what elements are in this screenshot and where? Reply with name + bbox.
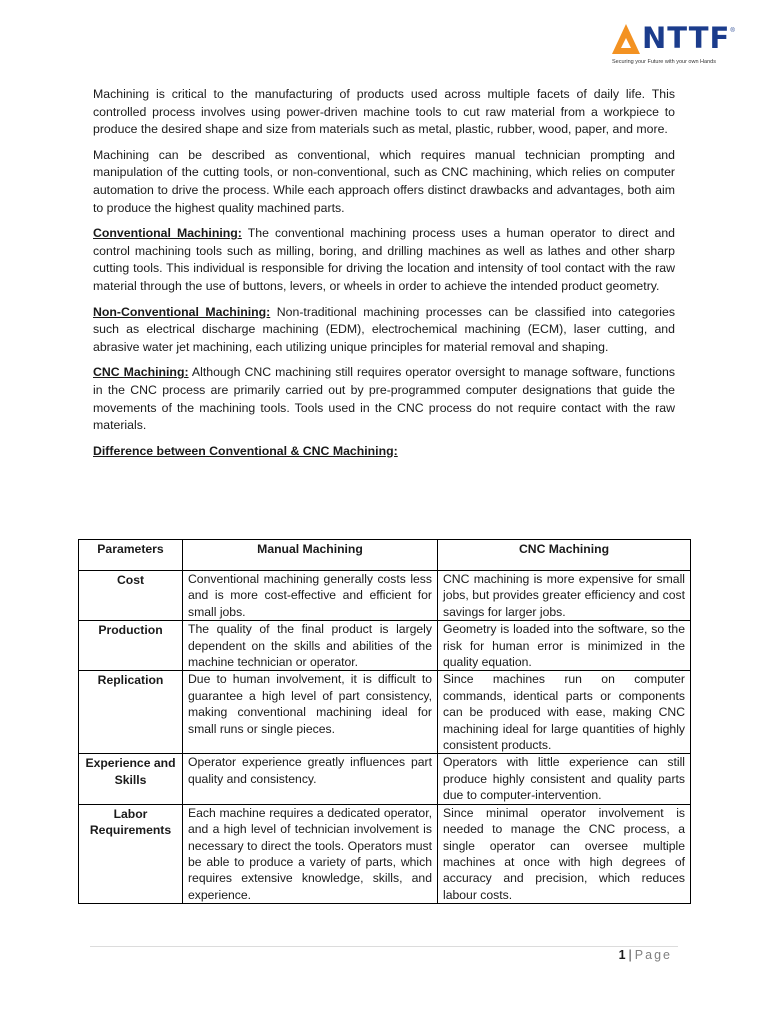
row-cnc: CNC machining is more expensive for small jobs, but provides greater efficiency and cost savings for larger jobs. xyxy=(438,571,691,621)
conventional-paragraph xyxy=(93,225,675,295)
row-param: Replication xyxy=(79,671,183,754)
row-param: Cost xyxy=(79,571,183,621)
non-conventional-label: Non-Conventional Machining: xyxy=(93,304,271,319)
row-cnc: Operators with little experience can still produce highly consistent and quality parts due to computer-intervention. xyxy=(438,754,691,804)
logo-brand: NTTF xyxy=(642,21,731,55)
table-header-row xyxy=(79,540,691,571)
cnc-text: Although CNC machining still requires operator oversight to manage software, functions in the CNC process are primarily carried out by pre-programmed computer designations that guide the movements of the machining tools. Tools used in the CNC process do not require contact with the raw materials. xyxy=(93,365,676,433)
row-cnc: Since machines run on computer commands, identical parts or components can be produced with ease, making CNC machining ideal for large quantities of highly consistent products. xyxy=(438,671,691,754)
cnc-label: CNC Machining: xyxy=(93,365,189,380)
table-row xyxy=(79,671,691,754)
header-cnc: CNC Machining xyxy=(438,540,691,571)
table-row xyxy=(79,621,691,671)
header-parameters: Parameters xyxy=(79,540,183,571)
conventional-text: The conventional machining process uses a human operator to direct and control machining tools such as milling, boring, and drilling machines as well as lathes and other sharp cutting tools. This individual is responsible for driving the location and intensity of tool contact with the raw material through the use of buttons, levers, or wheels in order to achieve the intended product geometry. xyxy=(93,226,675,293)
header-manual: Manual Machining xyxy=(183,540,438,571)
logo-tagline: Securing your Future with your own Hands xyxy=(612,59,716,65)
logo-registered-mark: ® xyxy=(730,28,735,34)
machining-types-paragraph: Machining can be described as conventional, which requires manual technician prompting and manipulation of the cutting tools, or non-conventional, such as CNC machining, which relies on computer automation to drive the process. While each approach offers distinct drawbacks and advantages, both aim to produce the highest quality machined parts. xyxy=(93,147,675,215)
document-body xyxy=(93,86,675,460)
non-conventional-text: Non-traditional machining processes can be classified into categories such as electrical discharge machining (EDM), electrochemical machining (ECM), laser cutting, and abrasive water jet machining, each utilizing unique principles for material removal and shaping. xyxy=(93,304,675,354)
cnc-paragraph xyxy=(93,364,675,434)
row-cnc: Since minimal operator involvement is needed to manage the CNC process, a single operator can oversee multiple machines at once with high degrees of accuracy and precision, which reduces labour costs. xyxy=(438,804,691,903)
comparison-table xyxy=(78,539,691,904)
non-conventional-paragraph xyxy=(93,304,675,357)
row-param: Labor Requirements xyxy=(79,804,183,903)
row-param: Production xyxy=(79,621,183,671)
intro-paragraph: Machining is critical to the manufacturing of products used across multiple facets of daily life. This controlled process involves using power-driven machine tools to cut raw material from a workpiece to produce the desired shape and size from materials such as metal, plastic, rubber, wood, paper, and more. xyxy=(93,87,675,137)
row-manual: Due to human involvement, it is difficult to guarantee a high level of part consistency, making conventional machining ideal for small runs or single pieces. xyxy=(183,671,438,754)
page-number: 1 xyxy=(618,948,626,962)
page-footer xyxy=(619,948,672,962)
table-row xyxy=(79,804,691,903)
row-manual: Operator experience greatly influences part quality and consistency. xyxy=(183,754,438,804)
row-manual: The quality of the final product is largely dependent on the skills and abilities of the machine technician or operator. xyxy=(183,621,438,671)
footer-divider xyxy=(90,946,678,947)
page-separator: | xyxy=(628,948,632,962)
row-manual: Conventional machining generally costs less and is more cost-effective and efficient for small jobs. xyxy=(183,571,438,621)
row-cnc: Geometry is loaded into the software, so the risk for human error is minimized in the quality equation. xyxy=(438,621,691,671)
row-manual: Each machine requires a dedicated operator, and a high level of technician involvement is necessary to direct the tools. Operators must be able to produce a variety of parts, which requires extensive knowledge, skills, and experience. xyxy=(183,804,438,903)
table-row xyxy=(79,754,691,804)
page-label: Page xyxy=(634,948,672,962)
nttf-logo xyxy=(612,18,744,68)
conventional-label: Conventional Machining: xyxy=(93,226,242,241)
row-param: Experience and Skills xyxy=(79,754,183,804)
table-title: Difference between Conventional & CNC Machining: xyxy=(93,443,398,458)
table-row xyxy=(79,571,691,621)
logo-triangle-icon xyxy=(612,24,640,54)
